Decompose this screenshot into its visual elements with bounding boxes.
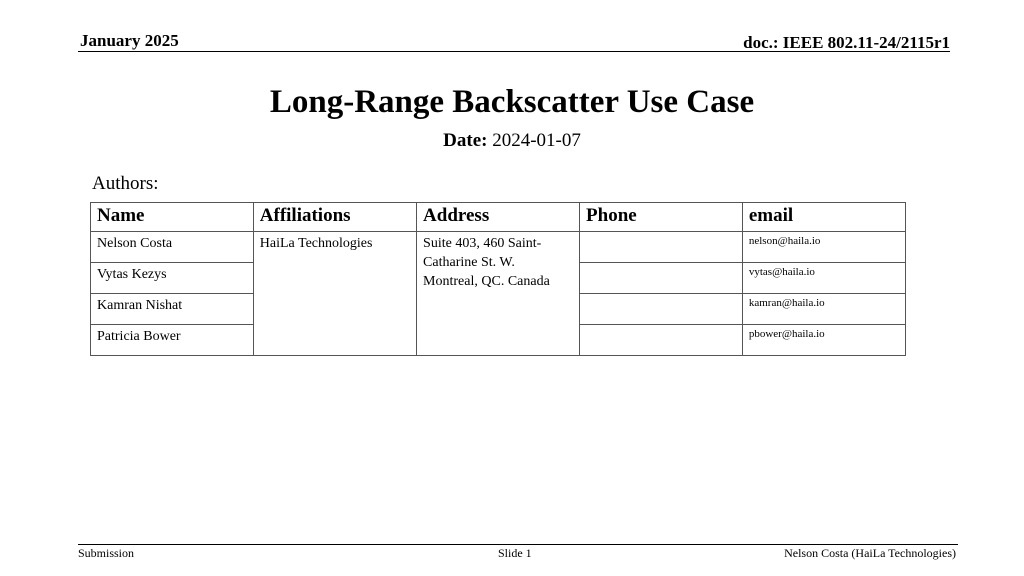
header-affiliations: Affiliations bbox=[253, 203, 416, 232]
author-name: Nelson Costa bbox=[91, 232, 254, 263]
author-address: Suite 403, 460 Saint-Catharine St. W. Montreal, QC. Canada bbox=[417, 232, 580, 356]
header-name: Name bbox=[91, 203, 254, 232]
author-email: nelson@haila.io bbox=[742, 232, 905, 263]
author-phone bbox=[580, 263, 743, 294]
author-affiliation: HaiLa Technologies bbox=[253, 232, 416, 356]
author-name: Kamran Nishat bbox=[91, 294, 254, 325]
author-email: pbower@haila.io bbox=[742, 325, 905, 356]
table-header-row bbox=[91, 203, 906, 232]
author-phone bbox=[580, 294, 743, 325]
author-name: Patricia Bower bbox=[91, 325, 254, 356]
author-phone bbox=[580, 232, 743, 263]
date-label: Date: bbox=[443, 130, 488, 151]
author-email: kamran@haila.io bbox=[742, 294, 905, 325]
footer-slide-number: Slide 1 bbox=[498, 546, 532, 560]
header-phone: Phone bbox=[580, 203, 743, 232]
header-divider bbox=[78, 51, 950, 52]
date-line bbox=[0, 130, 1024, 152]
footer-divider bbox=[78, 544, 958, 545]
table-row bbox=[91, 232, 906, 263]
header-doc-id: doc.: IEEE 802.11-24/2115r1 bbox=[743, 33, 950, 52]
date-value: 2024-01-07 bbox=[492, 130, 581, 151]
header-email: email bbox=[742, 203, 905, 232]
slide-title: Long-Range Backscatter Use Case bbox=[269, 84, 755, 120]
author-email: vytas@haila.io bbox=[742, 263, 905, 294]
authors-label: Authors: bbox=[92, 173, 159, 194]
authors-table bbox=[90, 202, 906, 356]
footer-submission: Submission bbox=[78, 546, 135, 560]
author-name: Vytas Kezys bbox=[91, 263, 254, 294]
footer-author: Nelson Costa (HaiLa Technologies) bbox=[784, 546, 956, 560]
author-phone bbox=[580, 325, 743, 356]
header-date: January 2025 bbox=[80, 31, 179, 50]
header-address: Address bbox=[417, 203, 580, 232]
